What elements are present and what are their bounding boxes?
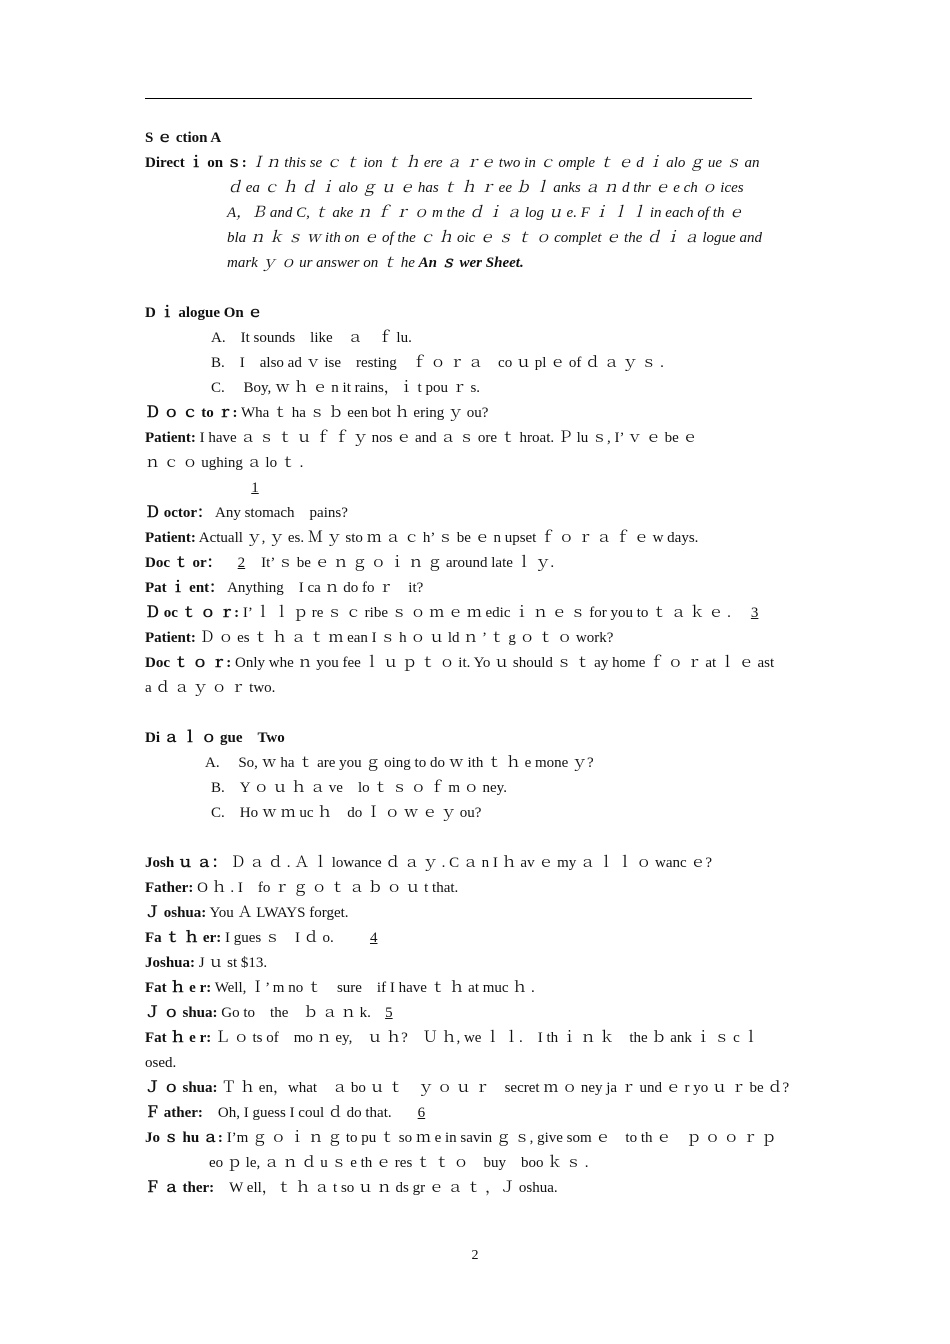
answer-blank-4: 4 xyxy=(369,930,378,946)
dialogue-line-continuation: a ｄ ａ ｙ ｏ ｒ two. xyxy=(145,680,276,696)
utterance: O ｈ . I fo ｒ ｇ ｏ ｔ ａ ｂ ｏ ｕ t that. xyxy=(193,880,459,896)
utterance: Wha ｔ ha ｓ ｂ een bot ｈ ering ｙ ou? xyxy=(237,405,489,421)
page-number: 2 xyxy=(471,1248,479,1263)
section-title: S ｅ ction A xyxy=(145,130,222,146)
dialogue-line xyxy=(145,1101,810,1126)
utterance: Ｄ ａ ｄ . Ａ ｌ lowance ｄ ａ ｙ . C ａ n I ｈ av ｅ my ａ ｌ ｌ ｏ wanc ｅ? xyxy=(226,855,713,871)
utterance: Only whe ｎ you fee ｌ ｕ ｐ ｔ ｏ it. Yo ｕ should ｓ ｔ ay home ｆ ｏ ｒ at ｌ ｅ ast xyxy=(231,655,775,671)
utterance: I gues ｓ I ｄ o. xyxy=(221,930,334,946)
blank-line xyxy=(145,476,810,501)
dialogue-line xyxy=(145,1001,810,1026)
directions-period: . xyxy=(519,255,524,271)
dialogue-one-option-a: A. It sounds like ａ ｆ lu. xyxy=(211,330,412,346)
utterance: W ell，ｔ ｈ ａ t so ｕ ｎ ds gr ｅ ａ ｔ ，Ｊ oshua. xyxy=(214,1180,558,1196)
directions-line-3: A，Ｂ and C, ｔ ake ｎ ｆ ｒ ｏ m the ｄ ｉ ａ log ｕ e. F ｉ ｌ ｌ in each of th ｅ xyxy=(227,205,744,221)
utterance: I’ ｌ ｌ ｐ re ｓ ｃ ribe ｓ ｏ ｍ ｅ ｍ edic ｉ ｎ ｅ ｓ for you to ｔ ａ ｋ ｅ . xyxy=(239,605,731,621)
answer-blank-5: 5 xyxy=(385,1005,393,1021)
dialogue-line xyxy=(145,651,810,676)
utterance: I’m ｇ ｏ ｉ ｎ ｇ to pu ｔ so ｍ e in savin ｇ ｓ, give som ｅ to th ｅ ｐ ｏ ｏ ｒ ｐ xyxy=(222,1130,777,1146)
directions-line-4: bla ｎ ｋ ｓ ｗ ith on ｅ of the ｃ ｈ oic ｅ ｓ ｔ ｏ complet ｅ the ｄ ｉ ａ logue and xyxy=(227,230,762,246)
dialogue-two-option-a: A. So, ｗ ha ｔ are you ｇ oing to do ｗ ith ｔ ｈ e mone ｙ? xyxy=(205,755,594,771)
speaker-label: Patient: xyxy=(145,530,196,546)
dialogue-line xyxy=(145,501,810,526)
speaker-label: Doc ｔ or： xyxy=(145,555,222,571)
utterance: Ｄ ｏ es ｔ ｈ ａ ｔ ｍ ean I ｓ h ｏ ｕ ld ｎ ’ ｔ g ｏ ｔ ｏ work? xyxy=(195,630,614,646)
dialogue-line-continuation: osed. xyxy=(145,1055,177,1071)
speaker-label: Doc ｔ ｏ ｒ: xyxy=(145,655,232,671)
speaker-label: Ｆ ａ ther: xyxy=(145,1180,215,1196)
speaker-label: Patient: xyxy=(145,430,196,446)
dialogue-one-option-b: B. I also ad ｖ ise resting ｆ ｏ ｒ ａ co ｕ pl ｅ of ｄ ａ ｙ ｓ . xyxy=(211,355,664,371)
dialogue-line xyxy=(145,1076,810,1101)
speaker-label: Ｄ ｏ ｃ to ｒ: xyxy=(145,405,238,421)
dialogue-one-option-c: C. Boy, ｗ ｈ ｅ n it rains，ｉ t pou ｒ s. xyxy=(211,380,481,396)
answer-blank-2: 2 xyxy=(237,555,246,571)
dialogue-line xyxy=(145,626,810,651)
utterance: Actuall ｙ, ｙ es. Ｍ ｙ sto ｍ ａ ｃ h’ ｓ be ｅ n upset ｆ ｏ ｒ ａ ｆ ｅ w days. xyxy=(195,530,699,546)
directions-line-5 xyxy=(145,251,810,276)
directions-text: Ｉｎ this se ｃ ｔ ion ｔ ｈ ere ａ ｒｅ two in ｃ omple ｔ ｅ d ｉ alo ｇ ue ｓ an xyxy=(250,155,760,171)
directions-label: Direct ｉ on ｓ: xyxy=(145,155,247,171)
dialogue-line xyxy=(145,876,810,901)
directions-text: mark ｙ ｏ ur answer on ｔ he xyxy=(227,255,415,271)
speaker-label: Ｄ octor： xyxy=(145,505,213,521)
directions-line-2: ｄ ea ｃ ｈ ｄ ｉ alo ｇ ｕ ｅ has ｔ ｈ ｒ ee ｂ ｌ anks ａ ｎ d thr ｅ e ch ｏ ices xyxy=(227,180,744,196)
speaker-label: Ｄ oc ｔ ｏ ｒ: xyxy=(145,605,240,621)
utterance: Anything I ca ｎ do fo ｒ it? xyxy=(224,580,424,596)
speaker-label: Ｊ ｏ shua: xyxy=(145,1005,218,1021)
dialogue-two-title: Di ａ ｌ ｏ gue Two xyxy=(145,730,285,746)
speaker-label: Pat ｉ ent： xyxy=(145,580,225,596)
dialogue-line xyxy=(145,401,810,426)
dialogue-line xyxy=(145,901,810,926)
dialogue-line xyxy=(145,551,810,576)
speaker-label: Jo ｓ hu ａ: xyxy=(145,1130,223,1146)
answer-blank-1: 1 xyxy=(251,480,259,496)
dialogue-two-option-c: C. Ho ｗ ｍ uc ｈ do Ｉ ｏ ｗ ｅ ｙ ou? xyxy=(211,805,482,821)
dialogue-one-title: D ｉ alogue On ｅ xyxy=(145,305,263,321)
utterance: Ｔ ｈ en，what ａ bo ｕ ｔ ｙ ｏ ｕ ｒ secret ｍ ｏ ney ja ｒ und ｅ r yo ｕ ｒ be ｄ? xyxy=(217,1080,790,1096)
speaker-label: Fat ｈ e r: xyxy=(145,1030,212,1046)
dialogue-line xyxy=(145,1026,810,1051)
dialogue-line xyxy=(145,851,810,876)
header-rule xyxy=(145,98,752,99)
dialogue-line xyxy=(145,426,810,451)
utterance: Go to the ｂ ａ ｎ k. xyxy=(217,1005,371,1021)
dialogue-line xyxy=(145,526,810,551)
dialogue-line xyxy=(145,976,810,1001)
speaker-label: Ｊ oshua: xyxy=(145,905,207,921)
utterance: It’ ｓ be ｅ ｎ ｇ ｏ ｉ ｎ ｇ around late ｌ ｙ. xyxy=(257,555,555,571)
dialogue-line xyxy=(145,1176,810,1201)
utterance: I have ａ ｓ ｔ ｕ ｆ ｆ ｙ nos ｅ and ａ ｓ ore ｔ hroat. Ｐ lu ｓ, I’ ｖ ｅ be ｅ xyxy=(195,430,698,446)
dialogue-two-option-b: B. Y ｏ ｕ ｈ ａ ve lo ｔ ｓ ｏ ｆ m ｏ ney. xyxy=(211,780,507,796)
dialogue-line xyxy=(145,926,810,951)
dialogue-line-continuation: eo ｐ le, ａ ｎ ｄ u ｓ e th ｅ res ｔ ｔ ｏ buy boo ｋ ｓ . xyxy=(209,1155,589,1171)
dialogue-line-continuation: ｎ ｃ ｏ ughing ａ lo ｔ . xyxy=(145,455,304,471)
utterance: You Ａ LWAYS forget. xyxy=(206,905,349,921)
speaker-label: Ｆ ather: xyxy=(145,1105,203,1121)
utterance: Well, Ｉ’ m no ｔ sure if I have ｔ ｈ at muc ｈ . xyxy=(211,980,535,996)
dialogue-line xyxy=(145,576,810,601)
speaker-label: Patient: xyxy=(145,630,196,646)
directions-line-1 xyxy=(145,151,810,176)
speaker-label: Fat ｈ e r: xyxy=(145,980,212,996)
dialogue-line xyxy=(145,601,810,626)
document-body xyxy=(145,126,810,1201)
utterance: Ｌ ｏ ts of mo ｎ ey, ｕ ｈ? Ｕ ｈ, we ｌ ｌ. I th ｉ ｎ ｋ the ｂ ank ｉ ｓ c ｌ xyxy=(211,1030,759,1046)
speaker-label: Josh ｕ ａ： xyxy=(145,855,227,871)
answer-blank-6: 6 xyxy=(417,1105,426,1121)
utterance: Oh, I guess I coul ｄ do that. xyxy=(202,1105,392,1121)
answer-blank-3: 3 xyxy=(750,605,759,621)
speaker-label: Joshua: xyxy=(145,955,196,971)
utterance: J ｕ st $13. xyxy=(195,955,268,971)
speaker-label: Father: xyxy=(145,880,194,896)
utterance: Any stomach pains? xyxy=(212,505,348,521)
dialogue-line xyxy=(145,1126,810,1151)
speaker-label: Fa ｔ ｈ er: xyxy=(145,930,222,946)
dialogue-line xyxy=(145,951,810,976)
speaker-label: Ｊ ｏ shua: xyxy=(145,1080,218,1096)
answer-sheet-label: An ｓ wer Sheet xyxy=(418,255,520,271)
